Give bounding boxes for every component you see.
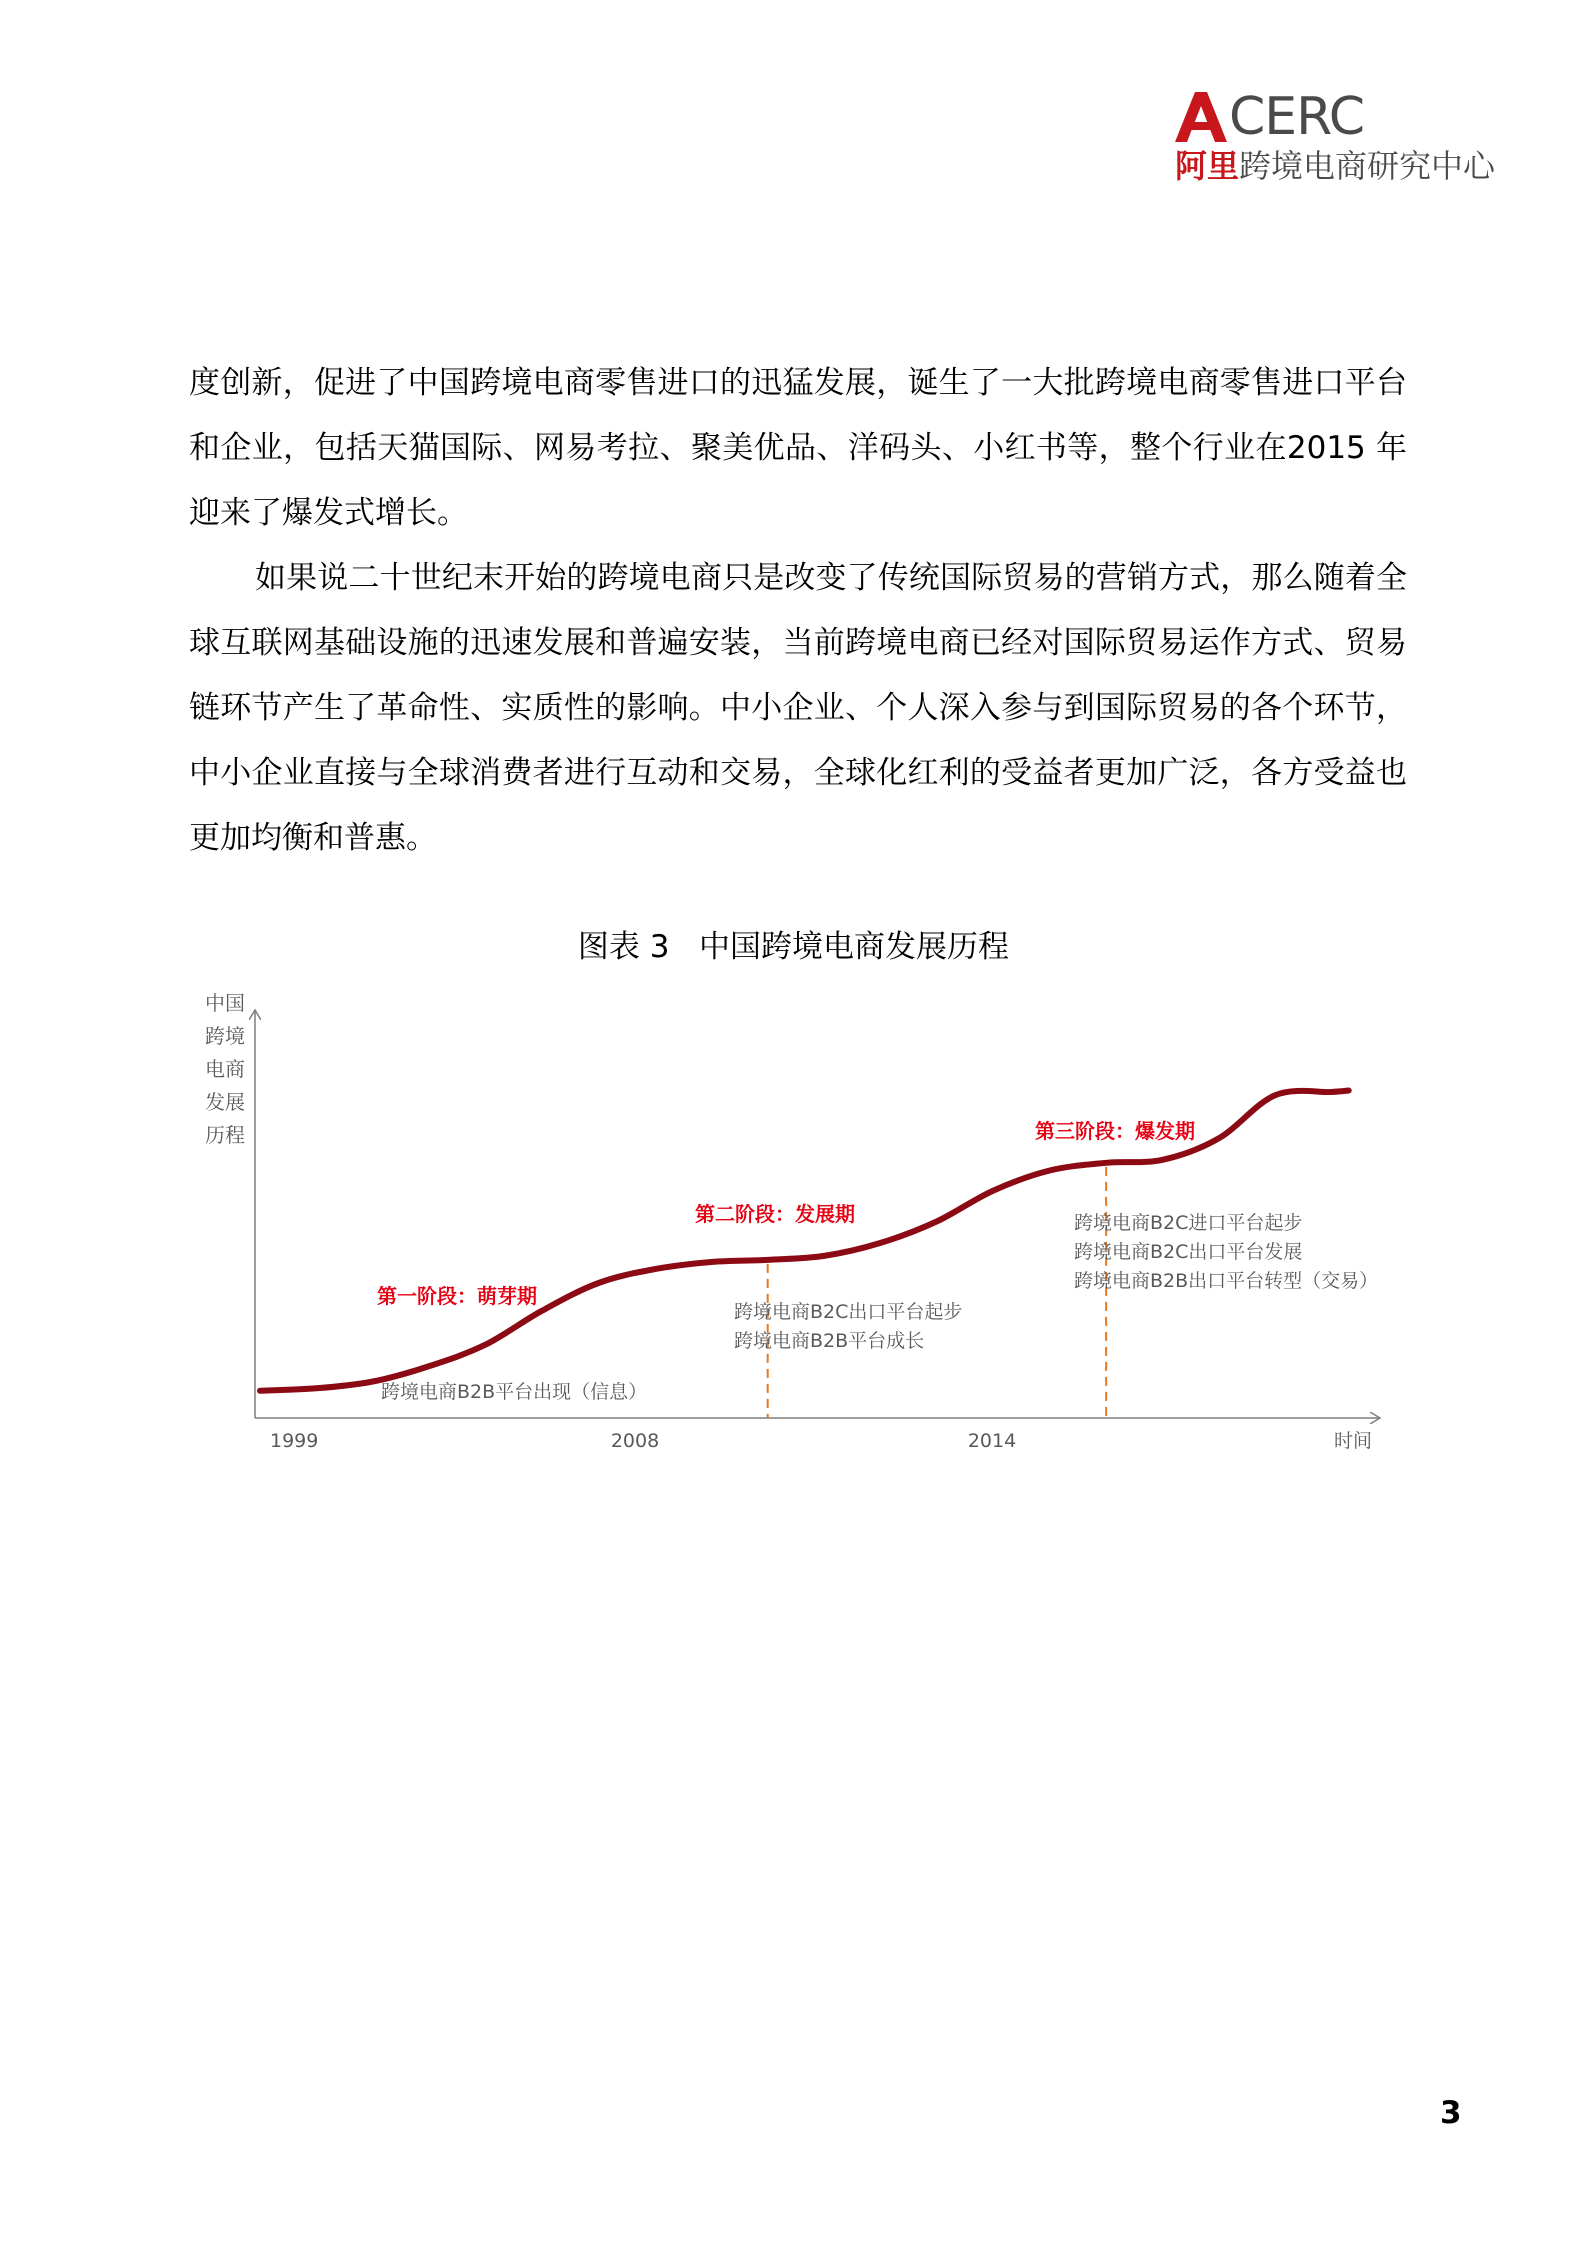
- acerc-logo: [1175, 87, 1505, 192]
- logo-letters: CERC: [1229, 87, 1365, 147]
- paragraph-1: 度创新，促进了中国跨境电商零售进口的迅猛发展，诞生了一大批跨境电商零售进口平台和企业，包括天猫国际、网易考拉、聚美优品、洋码头、小红书等，整个行业在2015 年迎来了爆发式增长。: [189, 365, 1407, 531]
- y-label-line: 中国: [205, 991, 245, 1015]
- stage-labels: [377, 1119, 1378, 1403]
- logo-chinese-name: [1175, 146, 1495, 186]
- x-axis-label: 时间: [1333, 1430, 1373, 1452]
- body-text: [189, 351, 1407, 871]
- development-chart: [180, 980, 1410, 1460]
- y-label-line: 发展: [205, 1090, 245, 1114]
- x-tick-label: 2014: [967, 1430, 1017, 1452]
- y-label-line: 历程: [205, 1123, 245, 1147]
- logo-wordmark: [1175, 87, 1365, 147]
- stage-name: 第一阶段：萌芽期: [377, 1284, 537, 1308]
- stage-name: 第三阶段：爆发期: [1035, 1119, 1195, 1143]
- page-number: 3: [1440, 2095, 1462, 2131]
- stage-name: 第二阶段：发展期: [695, 1202, 855, 1226]
- stage-note: 跨境电商B2B出口平台转型（交易）: [1074, 1270, 1379, 1292]
- x-tick-label: 1999: [270, 1430, 319, 1452]
- logo-center-name: 跨境电商研究中心: [1239, 147, 1496, 185]
- y-label-line: 电商: [205, 1057, 245, 1081]
- stage-note: 跨境电商B2C出口平台起步: [734, 1301, 963, 1323]
- y-axis-label: [205, 991, 245, 1147]
- stage-note: 跨境电商B2C出口平台发展: [1074, 1241, 1303, 1263]
- figure-caption: 图表 3 中国跨境电商发展历程: [577, 929, 1010, 965]
- x-tick-labels: [270, 1430, 1016, 1452]
- paragraph-2: 如果说二十世纪末开始的跨境电商只是改变了传统国际贸易的营销方式，那么随着全球互联网基础设施的迅速发展和普遍安装，当前跨境电商已经对国际贸易运作方式、贸易链环节产生了革命性、实质性的影响。中小企业、个人深入参与到国际贸易的各个环节，中小企业直接与全球消费者进行互动和交易，全球化红利的受益者更加广泛，各方受益也更加均衡和普惠。: [189, 560, 1407, 856]
- y-label-line: 跨境: [205, 1024, 245, 1048]
- logo-ali: 阿里: [1175, 147, 1240, 185]
- stage-note: 跨境电商B2B平台出现（信息）: [381, 1381, 648, 1403]
- x-tick-label: 2008: [610, 1430, 660, 1452]
- stage-note: 跨境电商B2C进口平台起步: [1074, 1212, 1303, 1234]
- stage-note: 跨境电商B2B平台成长: [734, 1330, 925, 1352]
- logo-a-mark: [1175, 92, 1227, 142]
